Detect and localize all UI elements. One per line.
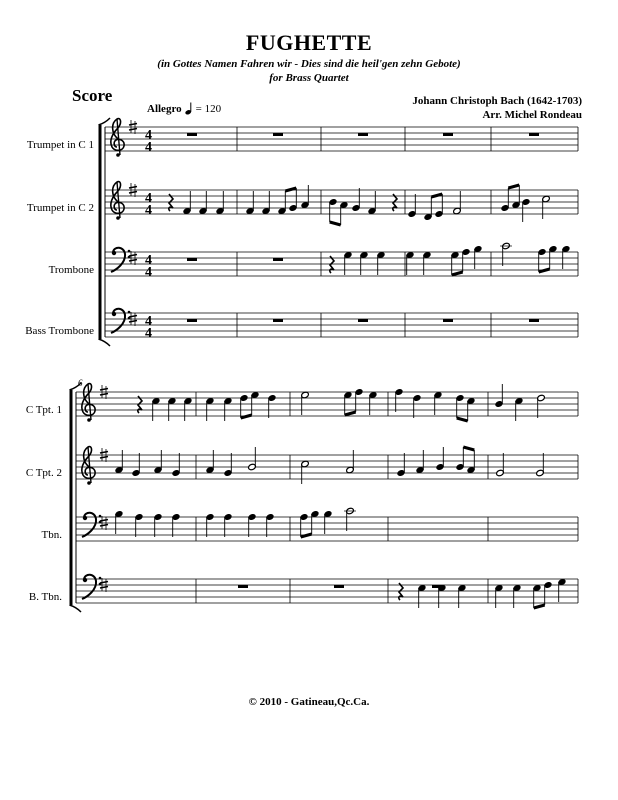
instrument-name-trumpet-2: Trumpet in C 2 [26, 202, 94, 214]
tempo-word: Allegro [147, 102, 182, 115]
note-beam [463, 447, 474, 450]
quarter-rest [399, 583, 403, 600]
time-signature-bottom: 4 [145, 203, 152, 218]
note-beam [457, 418, 468, 421]
whole-rest [443, 319, 453, 322]
bracket-bottom-hook [70, 605, 82, 612]
note-beam [301, 534, 312, 537]
whole-rest [334, 585, 344, 588]
time-signature-bottom: 4 [145, 140, 152, 155]
whole-rest [443, 133, 453, 136]
note-beam [330, 222, 341, 225]
instrument-name-c-tpt-2: C Tpt. 2 [25, 467, 62, 479]
instrument-name-bass-trombone: Bass Trombone [25, 325, 94, 337]
bass-clef-icon [82, 575, 101, 599]
note-beam [508, 185, 519, 188]
bass-clef-icon [111, 248, 130, 272]
note-beam [345, 412, 356, 415]
instrument-name-trombone: Trombone [48, 264, 94, 276]
time-signature-bottom: 4 [145, 326, 152, 341]
note-beam [534, 605, 545, 608]
bass-clef-icon [111, 309, 130, 333]
instrument-name-trumpet-1: Trumpet in C 1 [26, 139, 94, 151]
quarter-rest [138, 396, 142, 413]
whole-rest [187, 319, 197, 322]
composer-credit: Johann Christoph Bach (1642-1703) [412, 95, 582, 107]
score-label: Score [72, 86, 113, 105]
instrument-name-c-tpt-1: C Tpt. 1 [25, 404, 62, 416]
instrument-name-tbn: Tbn. [41, 529, 62, 541]
note-beam [452, 272, 463, 275]
score-title: FUGHETTE [245, 30, 373, 55]
whole-rest [238, 585, 248, 588]
score-subtitle: (in Gottes Namen Fahren wir - Dies sind die heil'gen zehn Gebote) [157, 58, 461, 70]
time-signature-top: 4 [145, 253, 152, 268]
time-signature-top: 4 [145, 128, 152, 143]
whole-rest [529, 319, 539, 322]
time-signature-top: 4 [145, 191, 152, 206]
quarter-rest [330, 256, 334, 273]
instrumentation-line: for Brass Quartet [269, 72, 349, 84]
whole-rest [358, 133, 368, 136]
note-beam [241, 415, 252, 418]
note-beam [431, 194, 442, 197]
quarter-rest [393, 194, 397, 211]
whole-rest [273, 319, 283, 322]
measure-number: 6 [78, 378, 83, 388]
time-signature-top: 4 [145, 314, 152, 329]
bracket-bottom-hook [99, 339, 111, 346]
time-signature-bottom: 4 [145, 265, 152, 280]
bass-clef-icon [82, 513, 101, 537]
note-beam [285, 188, 296, 191]
note-beam [539, 269, 550, 272]
arranger-credit: Arr. Michel Rondeau [482, 109, 582, 121]
whole-rest [187, 133, 197, 136]
whole-rest [273, 258, 283, 261]
bracket-top-hook [99, 118, 111, 125]
tempo-bpm: = 120 [195, 102, 222, 115]
whole-rest [273, 133, 283, 136]
instrument-name-b-tbn: B. Tbn. [28, 591, 62, 603]
whole-rest [358, 319, 368, 322]
whole-rest [529, 133, 539, 136]
whole-rest [187, 258, 197, 261]
copyright-footer: © 2010 - Gatineau,Qc.Ca. [248, 696, 370, 708]
quarter-rest [169, 194, 173, 211]
